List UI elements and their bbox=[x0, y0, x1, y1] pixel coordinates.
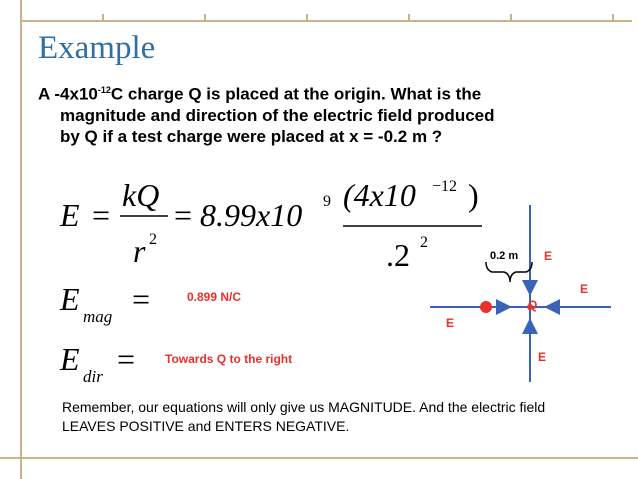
eq-equals-2: = bbox=[174, 197, 193, 233]
eq-num-close: ) bbox=[468, 177, 479, 213]
question-part1: A -4x10 bbox=[38, 84, 98, 104]
field-label-right: E bbox=[580, 282, 589, 296]
eq-num-exp: −12 bbox=[432, 178, 458, 195]
question-line3: by Q if a test charge were placed at x = -0.2 m ? bbox=[60, 126, 443, 146]
edir-symbol: E bbox=[60, 341, 80, 377]
eq-den: .2 bbox=[386, 237, 410, 273]
eq-equals-1: = bbox=[92, 197, 111, 233]
emag-subscript: mag bbox=[83, 307, 113, 326]
question-part2: C charge Q is placed at the origin. What is the bbox=[110, 84, 482, 104]
eq-num: (4x10 bbox=[343, 177, 416, 213]
distance-label: 0.2 m bbox=[490, 250, 519, 262]
field-label-left: E bbox=[446, 316, 455, 330]
eq-coef-exp: 9 bbox=[323, 193, 331, 210]
eq-r: r bbox=[133, 233, 146, 269]
test-charge-point bbox=[480, 301, 492, 313]
distance-brace bbox=[486, 262, 532, 282]
magnitude-value: 0.899 N/C bbox=[187, 290, 242, 304]
edir-subscript: dir bbox=[83, 367, 103, 386]
reminder-note: Remember, our equations will only give us MAGNITUDE. And the electric field LEAVES POSITIVE and ENTERS NEGATIVE. bbox=[62, 399, 546, 434]
eq-den-exp: 2 bbox=[420, 234, 428, 251]
eq-kQ: kQ bbox=[122, 177, 160, 213]
eq-r-exp: 2 bbox=[149, 231, 157, 248]
direction-value: Towards Q to the right bbox=[165, 352, 293, 366]
slide-title: Example bbox=[38, 30, 156, 66]
charge-Q-label: Q bbox=[528, 298, 538, 312]
eq-E: E bbox=[60, 197, 80, 233]
question-exponent: -12 bbox=[97, 85, 111, 95]
field-label-top: E bbox=[544, 249, 553, 263]
emag-equals: = bbox=[132, 281, 151, 317]
eq-coef: 8.99x10 bbox=[200, 197, 303, 233]
question-line2: magnitude and direction of the electric field produced bbox=[60, 105, 495, 125]
field-label-bottom: E bbox=[538, 350, 547, 364]
emag-symbol: E bbox=[60, 281, 80, 317]
edir-equals: = bbox=[117, 341, 136, 377]
